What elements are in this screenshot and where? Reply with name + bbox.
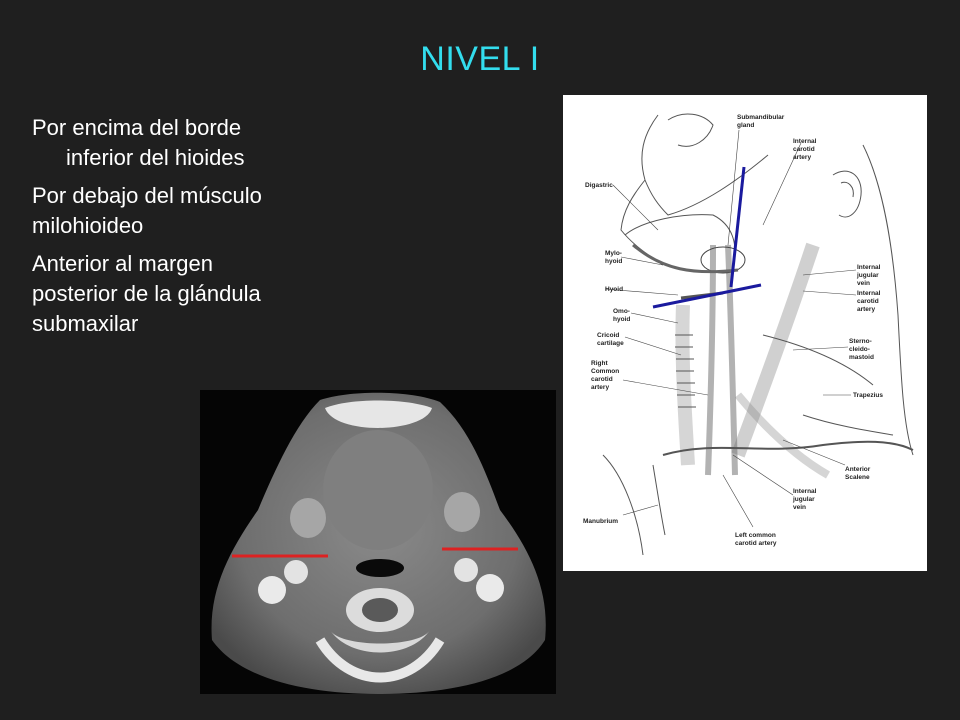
label-internal-carotid-mid: artery [857,306,876,313]
bullet-line: Anterior al margen [32,251,213,276]
label-internal-carotid-top: Internal [793,138,817,145]
bullet-item [32,181,352,241]
label-internal-jugular-low: vein [793,504,807,511]
label-omohyoid: Omo- [613,308,630,315]
ct-scan-drawing [200,390,556,694]
label-right-common-carotid: Common [591,368,620,375]
label-anterior-scalene: Anterior [845,466,871,473]
label-omohyoid: hyoid [613,316,631,323]
label-internal-jugular: vein [857,280,871,287]
label-internal-jugular-low: jugular [793,496,815,503]
label-trapezius: Trapezius [853,392,883,399]
bullet-item [32,249,352,339]
label-right-common-carotid: Right [591,360,608,367]
bullet-line: Por encima del borde [32,115,242,140]
label-internal-jugular: jugular [857,272,879,279]
slide-title: NIVEL I [420,40,540,78]
label-internal-jugular-low: Internal [793,488,817,495]
label-mylohyoid: hyoid [605,258,623,265]
hyoid-boundary-line [653,285,761,307]
label-digastric: Digastric [585,182,613,189]
bullet-line: submaxilar [32,311,139,336]
bullet-line: milohioideo [32,213,144,238]
level-boundary-lines [653,167,761,307]
label-gland: gland [737,122,755,129]
label-mylohyoid: Mylo- [605,250,622,257]
label-cricoid: cartilage [597,340,624,347]
label-right-common-carotid: artery [591,384,610,391]
label-sternocleidomastoid: Sterno- [849,338,872,345]
label-left-common-carotid: carotid artery [735,540,777,547]
label-submandibular: Submandibular [737,114,785,121]
label-internal-carotid-top: artery [793,154,812,161]
label-left-common-carotid: Left common [735,532,776,539]
label-hyoid: Hyoid [605,286,624,293]
bullet-line: inferior del hioides [66,145,245,170]
label-internal-carotid-mid: carotid [857,298,879,305]
bullet-item [32,113,352,173]
label-cricoid: Cricoid [597,332,620,339]
ct-axial-image [200,390,556,694]
label-sternocleidomastoid: cleido- [849,346,870,353]
neck-anatomy-drawing [563,95,927,571]
label-manubrium: Manubrium [583,518,619,525]
bullet-line: Por debajo del músculo [32,183,262,208]
neck-anatomy-figure [563,95,927,571]
label-anterior-scalene: Scalene [845,474,870,481]
label-internal-jugular: Internal [857,264,881,271]
label-right-common-carotid: carotid [591,376,613,383]
label-internal-carotid-mid: Internal [857,290,881,297]
bullet-line: posterior de la glándula [32,281,261,306]
bullet-list [32,113,352,347]
label-sternocleidomastoid: mastoid [849,354,874,361]
label-internal-carotid-top: carotid [793,146,815,153]
